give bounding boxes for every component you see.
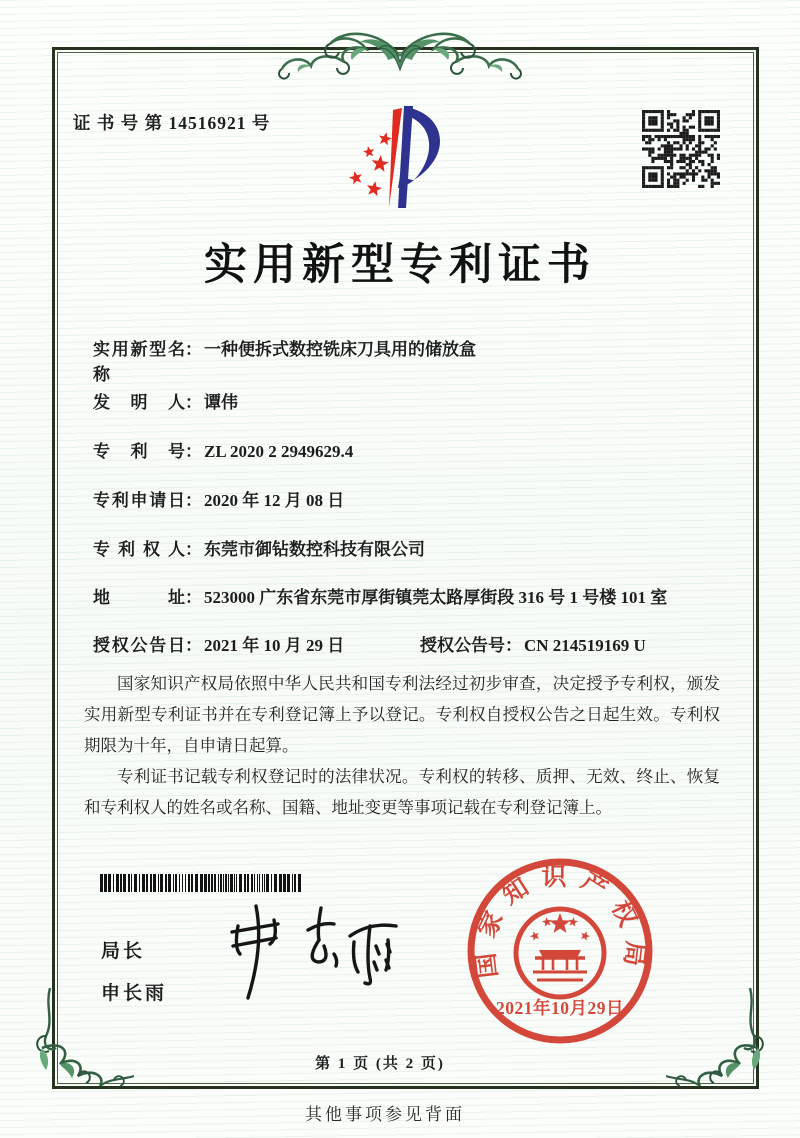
colon: ： [185,540,202,559]
colon: ： [185,442,202,461]
field-row-inventor [93,390,733,415]
field-row-filing-date [93,488,733,513]
back-note: 其他事项参见背面 [305,1105,465,1124]
field-value: 一种便拆式数控铣床刀具用的储放盒 [204,340,476,359]
barcode-icon [100,874,305,893]
commissioner-signature-icon [218,896,408,1008]
colon: ： [185,588,202,607]
field-label: 实用新型名称 [93,340,185,384]
bottom-right-ornament-icon [666,988,770,1092]
field-label: 地址 [93,588,185,607]
cnipa-logo-icon [336,96,466,218]
page-number: 第 1 页 (共 2 页) [315,1056,445,1072]
field-value: 2020 年 12 月 08 日 [204,491,345,510]
colon: ： [185,636,202,655]
field-value: 2021 年 10 月 29 日 [204,636,345,655]
national-emblem-icon [516,909,604,997]
qr-code-icon [642,110,720,188]
legal-paragraph-2: 专利证书记载专利权登记时的法律状况。专利权的转移、质押、无效、终止、恢复和专利权人的姓名或名称、国籍、地址变更等事项记载在专利登记簿上。 [84,767,720,817]
seal-ring-text: 国家知识产权局 [471,863,649,980]
field-row-patentee [93,537,733,562]
field-row-patent-no [93,439,733,464]
field-value: ZL 2020 2 2949629.4 [204,442,354,461]
colon: ： [185,491,202,510]
field-row-address [93,585,733,610]
field-value: 东莞市御钻数控科技有限公司 [204,540,425,559]
seal-date: 2021年10月29日 [496,998,624,1018]
field-label: 授权公告号 [420,636,505,655]
legal-text [84,668,720,823]
commissioner-name: 申长雨 [101,983,168,1004]
top-ornament-icon [268,20,532,84]
field-grant-number [420,633,646,658]
field-row-grant-date [93,633,733,658]
certificate-number: 证 书 号 第 14516921 号 [73,113,271,133]
certificate-title: 实用新型专利证书 [204,242,596,289]
field-label: 专利号 [93,442,185,461]
field-label: 授权公告日 [93,636,185,655]
field-value: CN 214519169 U [524,636,646,655]
colon: ： [185,340,202,359]
colon: ： [505,636,522,655]
cnipa-seal-icon [463,854,657,1054]
field-value: 谭伟 [204,393,238,412]
field-row-name [93,337,733,387]
legal-paragraph-1: 国家知识产权局依照中华人民共和国专利法经过初步审查，决定授予专利权，颁发实用新型专利证书并在专利登记簿上予以登记。专利权自授权公告之日起生效。专利权期限为十年，自申请日起算。 [84,674,720,755]
field-label: 专利权人 [93,540,185,559]
commissioner-title: 局长 [101,941,146,962]
field-value: 523000 广东省东莞市厚街镇莞太路厚街段 316 号 1 号楼 101 室 [204,588,668,607]
colon: ： [185,393,202,412]
field-label: 专利申请日 [93,491,185,510]
field-label: 发明人 [93,393,185,412]
